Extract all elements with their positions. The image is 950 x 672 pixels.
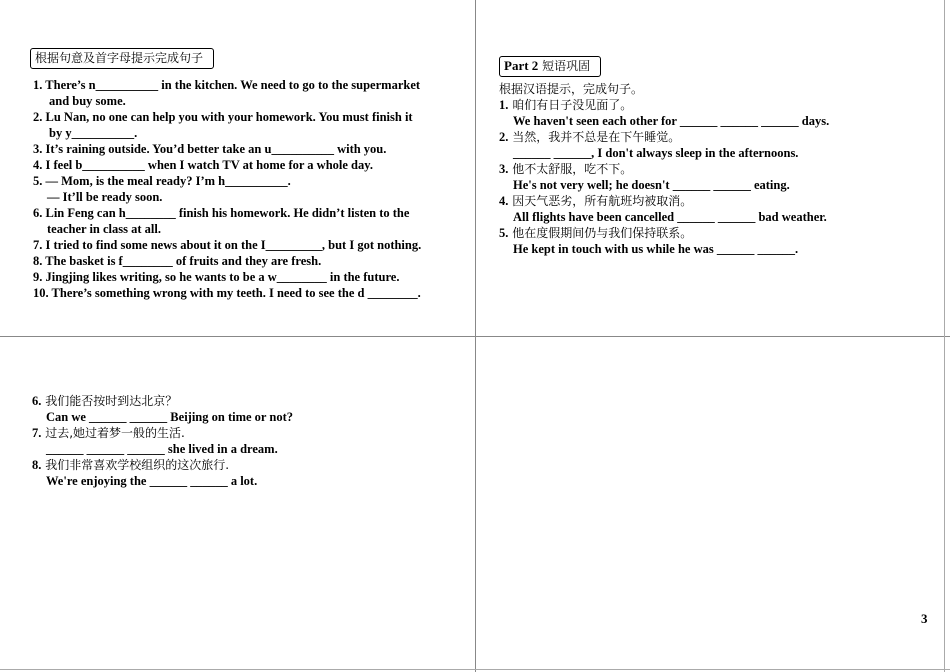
question-prompt bbox=[499, 161, 829, 177]
question-english: He kept in touch with us while he was ______ ______. bbox=[513, 242, 799, 256]
question-line: — It’ll be ready soon. bbox=[47, 190, 163, 204]
question-number: 4. bbox=[499, 194, 509, 208]
question-number: 8. bbox=[32, 458, 42, 472]
question-line: and buy some. bbox=[49, 94, 126, 108]
section2-title: Part 2 短语巩固 bbox=[499, 56, 601, 77]
question-number: 2. bbox=[499, 130, 509, 144]
question-prompt bbox=[499, 129, 829, 145]
question-chinese: 因天气恶劣，所有航班均被取消。 bbox=[512, 194, 693, 208]
section1-panel bbox=[30, 48, 421, 301]
question-number: 3. bbox=[499, 162, 509, 176]
question-english: He's not very well; he doesn't ______ ______ eating. bbox=[513, 178, 790, 192]
question-number: 5. bbox=[499, 226, 509, 240]
question-chinese: 当然，我并不总是在下午睡觉。 bbox=[512, 130, 681, 144]
question-prompt bbox=[32, 425, 293, 441]
section2-instruction: 根据汉语提示，完成句子。 bbox=[499, 82, 644, 96]
question-prompt bbox=[32, 457, 293, 473]
bottom-edge bbox=[0, 669, 950, 670]
question-line: by y__________. bbox=[49, 126, 138, 140]
question-line: 6. Lin Feng can h________ finish his homework. He didn’t listen to the bbox=[33, 206, 410, 220]
question-english: Can we ______ ______ Beijing on time or not? bbox=[46, 410, 293, 424]
question-line: 2. Lu Nan, no one can help you with your homework. You must finish it bbox=[33, 110, 413, 124]
question-line: 1. There’s n__________ in the kitchen. We need to go to the supermarket bbox=[33, 78, 421, 92]
question-chinese: 他在度假期间仍与我们保持联系。 bbox=[512, 226, 693, 240]
question-line: 5. — Mom, is the meal ready? I’m h__________. bbox=[33, 174, 291, 188]
question-line: 8. The basket is f________ of fruits and they are fresh. bbox=[33, 254, 322, 268]
question-prompt bbox=[499, 193, 829, 209]
question-chinese: 我们能否按时到达北京？ bbox=[45, 394, 178, 408]
question-chinese: 咱们有日子没见面了。 bbox=[512, 98, 633, 112]
question-prompt bbox=[499, 97, 829, 113]
page-number: 3 bbox=[921, 611, 928, 626]
question-line: 9. Jingjing likes writing, so he wants to be a w________ in the future. bbox=[33, 270, 400, 284]
question-english: ______ ______ ______ she lived in a dream. bbox=[46, 442, 278, 456]
question-line: 10. There’s something wrong with my teeth. I need to see the d ________. bbox=[33, 286, 421, 300]
question-english: We're enjoying the ______ ______ a lot. bbox=[46, 474, 258, 488]
question-line: 4. I feel b__________ when I watch TV at home for a whole day. bbox=[33, 158, 373, 172]
horizontal-divider bbox=[0, 336, 950, 337]
section2-list bbox=[499, 81, 829, 257]
section3-list bbox=[32, 393, 293, 489]
right-edge bbox=[944, 0, 945, 672]
question-english: We haven't seen each other for ______ ______ ______ days. bbox=[513, 114, 830, 128]
question-chinese: 过去,她过着梦一般的生活. bbox=[45, 426, 185, 440]
question-chinese: 我们非常喜欢学校组织的这次旅行. bbox=[45, 458, 230, 472]
question-number: 1. bbox=[499, 98, 509, 112]
question-chinese: 他不太舒服，吃不下。 bbox=[512, 162, 633, 176]
question-line: 7. I tried to find some news about it on the I_________, but I got nothing. bbox=[33, 238, 422, 252]
question-line: teacher in class at all. bbox=[47, 222, 161, 236]
question-prompt bbox=[32, 393, 293, 409]
question-line: 3. It’s raining outside. You’d better take an u__________ with you. bbox=[33, 142, 387, 156]
question-number: 6. bbox=[32, 394, 42, 408]
question-english: ______ ______, I don't always sleep in the afternoons. bbox=[513, 146, 799, 160]
question-prompt bbox=[499, 225, 829, 241]
section1-list bbox=[30, 77, 421, 301]
question-number: 7. bbox=[32, 426, 42, 440]
section1-title: 根据句意及首字母提示完成句子 bbox=[30, 48, 214, 69]
section3-panel bbox=[32, 393, 293, 489]
question-english: All flights have been cancelled ______ ______ bad weather. bbox=[513, 210, 827, 224]
section2-panel bbox=[499, 56, 829, 257]
